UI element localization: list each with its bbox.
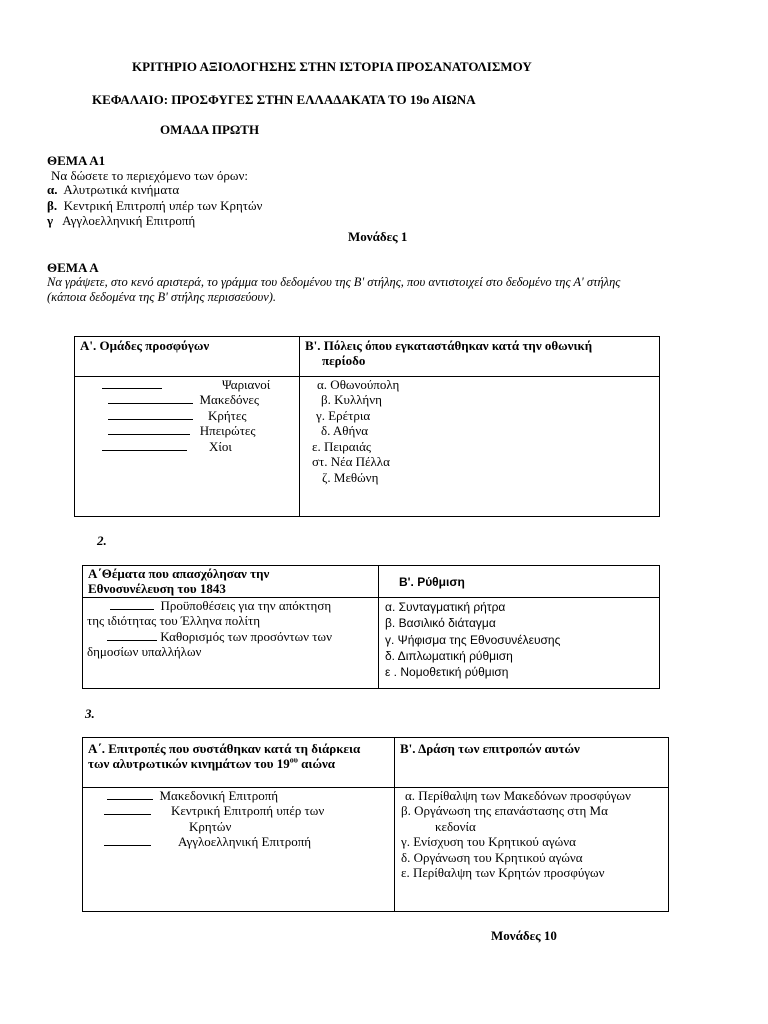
q2-header-b — [378, 565, 660, 598]
table1-b-item: ε. Πειραιάς — [312, 439, 372, 454]
q2-a-item: Προϋποθέσεις για την απόκτηση — [110, 598, 331, 613]
table1-a-row: Ηπειρώτες — [108, 423, 256, 438]
q2-col-b — [378, 597, 660, 689]
table1-col-b — [299, 376, 660, 517]
table1-b-item: β. Κυλλήνη — [321, 392, 382, 407]
group-title: ΟΜΑΔΑ ΠΡΩΤΗ — [160, 122, 260, 137]
thema-a1-item: γ Αγγλοελληνική Επιτροπή — [47, 213, 196, 228]
answer-blank[interactable] — [104, 835, 151, 846]
answer-blank[interactable] — [107, 630, 157, 641]
table1-header-b-text: Β'. Πόλεις όπου εγκαταστάθηκαν κατά την οθωνική — [305, 338, 593, 353]
q2-a-item: Καθορισμός των προσόντων των — [107, 629, 332, 644]
q3-b-item: β. Οργάνωση της επανάστασης στη Μα — [401, 803, 608, 818]
answer-blank[interactable] — [110, 599, 154, 610]
chapter-title: ΚΕΦΑΛΑΙΟ: ΠΡΟΣΦΥΓΕΣ ΣΤΗΝ ΕΛΛΑΔΑΚΑΤΑ ΤΟ 19ο ΑΙΩΝΑ — [92, 92, 476, 107]
table1-a-row: Κρήτες — [108, 408, 247, 423]
q2-b-item: β. Βασιλικό διάταγμα — [385, 616, 496, 630]
q2-col-a — [82, 597, 379, 689]
thema-a-instruction-cont: (κάποια δεδομένα της Β' στήλης περισσεύουν). — [47, 290, 277, 304]
q2-a-item-cont: δημοσίων υπαλλήλων — [87, 644, 202, 659]
thema-a1-item: α. Αλυτρωτικά κινήματα — [47, 182, 180, 197]
q3-col-b — [394, 787, 669, 912]
table1-b-item: ζ. Μεθώνη — [322, 470, 379, 485]
q3-a-item-cont: Κρητών — [189, 819, 232, 834]
q3-header-b-text: Β'. Δράση των επιτροπών αυτών — [400, 741, 580, 756]
table1-header-a — [74, 336, 300, 377]
q3-b-item: α. Περίθαλψη των Μακεδόνων προσφύγων — [405, 788, 631, 803]
q2-header-a-text: Α΄Θέματα που απασχόλησαν την — [88, 566, 270, 581]
q3-b-item: γ. Ενίσχυση του Κρητικού αγώνα — [401, 834, 576, 849]
answer-blank[interactable] — [107, 789, 153, 800]
q2-b-item: α. Συνταγματική ρήτρα — [385, 600, 506, 614]
q3-b-item-cont: κεδονία — [435, 819, 476, 834]
q3-header-b — [394, 737, 669, 788]
q2-b-item: δ. Διπλωματική ρύθμιση — [385, 649, 513, 663]
q3-header-a-text: Α΄. Επιτροπές που συστάθηκαν κατά τη διάρκεια — [88, 741, 361, 756]
total-points: Μονάδες 10 — [491, 928, 557, 943]
table1-b-item: στ. Νέα Πέλλα — [312, 454, 390, 469]
thema-a1-item: β. Κεντρική Επιτροπή υπέρ των Κρητών — [47, 198, 263, 213]
table1-b-item: γ. Ερέτρια — [316, 408, 371, 423]
q3-col-a — [82, 787, 395, 912]
q3-a-item: Κεντρική Επιτροπή υπέρ των — [104, 803, 324, 818]
q3-header-a — [82, 737, 395, 788]
q3-b-item: δ. Οργάνωση του Κρητικού αγώνα — [401, 850, 583, 865]
q2-number: 2. — [97, 533, 107, 548]
q3-a-item: Αγγλοελληνική Επιτροπή — [104, 834, 311, 849]
document-title: ΚΡΙΤΗΡΙΟ ΑΞΙΟΛΟΓΗΣΗΣ ΣΤΗΝ ΙΣΤΟΡΙΑ ΠΡΟΣΑΝΑΤΟΛΙΣΜΟΥ — [132, 59, 532, 74]
q3-number: 3. — [85, 706, 95, 721]
thema-a-instruction: Να γράψετε, στο κενό αριστερά, το γράμμα του δεδομένου της Β' στήλης, που αντιστοιχεί στο δεδομένο της Α' στήλης — [47, 275, 621, 289]
q2-header-a — [82, 565, 379, 598]
table1-a-row: Ψαριανοί — [102, 377, 270, 392]
q2-header-a-text-cont: Εθνοσυνέλευση του 1843 — [88, 581, 226, 596]
q3-header-a-text-cont: των αλυτρωτικών κινημάτων του $19^{o\upsilon}$ αιώνα — [88, 755, 336, 771]
q3-a-item: Μακεδονική Επιτροπή — [107, 788, 278, 803]
table1-a-row: Μακεδόνες — [108, 392, 259, 407]
answer-blank[interactable] — [108, 409, 193, 420]
answer-blank[interactable] — [108, 393, 193, 404]
table1-b-item: α. Οθωνούπολη — [317, 377, 400, 392]
table1-b-item: δ. Αθήνα — [321, 423, 369, 438]
table1-a-row: Χίοι — [102, 439, 232, 454]
thema-a-heading: ΘΕΜΑ Α — [47, 260, 99, 275]
thema-a1-heading: ΘΕΜΑ Α1 — [47, 153, 106, 168]
answer-blank[interactable] — [108, 424, 190, 435]
table1-header-a-text: Α'. Ομάδες προσφύγων — [80, 338, 210, 353]
answer-blank[interactable] — [102, 378, 162, 389]
q3-b-item: ε. Περίθαλψη των Κρητών προσφύγων — [401, 865, 605, 880]
thema-a1-instruction: Να δώσετε το περιεχόμενο των όρων: — [51, 168, 248, 183]
q2-b-item: γ. Ψήφισμα της Εθνοσυνέλευσης — [385, 633, 561, 647]
table1-col-a — [74, 376, 300, 517]
q2-a-item-cont: της ιδιότητας του Έλληνα πολίτη — [87, 613, 261, 628]
q2-header-b-text: Β'. Ρύθμιση — [399, 575, 465, 589]
answer-blank[interactable] — [102, 440, 187, 451]
table1-header-b — [299, 336, 660, 377]
table1-header-b-text-cont: περίοδο — [322, 353, 366, 368]
q2-b-item: ε . Νομοθετική ρύθμιση — [385, 665, 509, 679]
answer-blank[interactable] — [104, 804, 151, 815]
thema-a1-points: Μονάδες 1 — [348, 229, 408, 244]
